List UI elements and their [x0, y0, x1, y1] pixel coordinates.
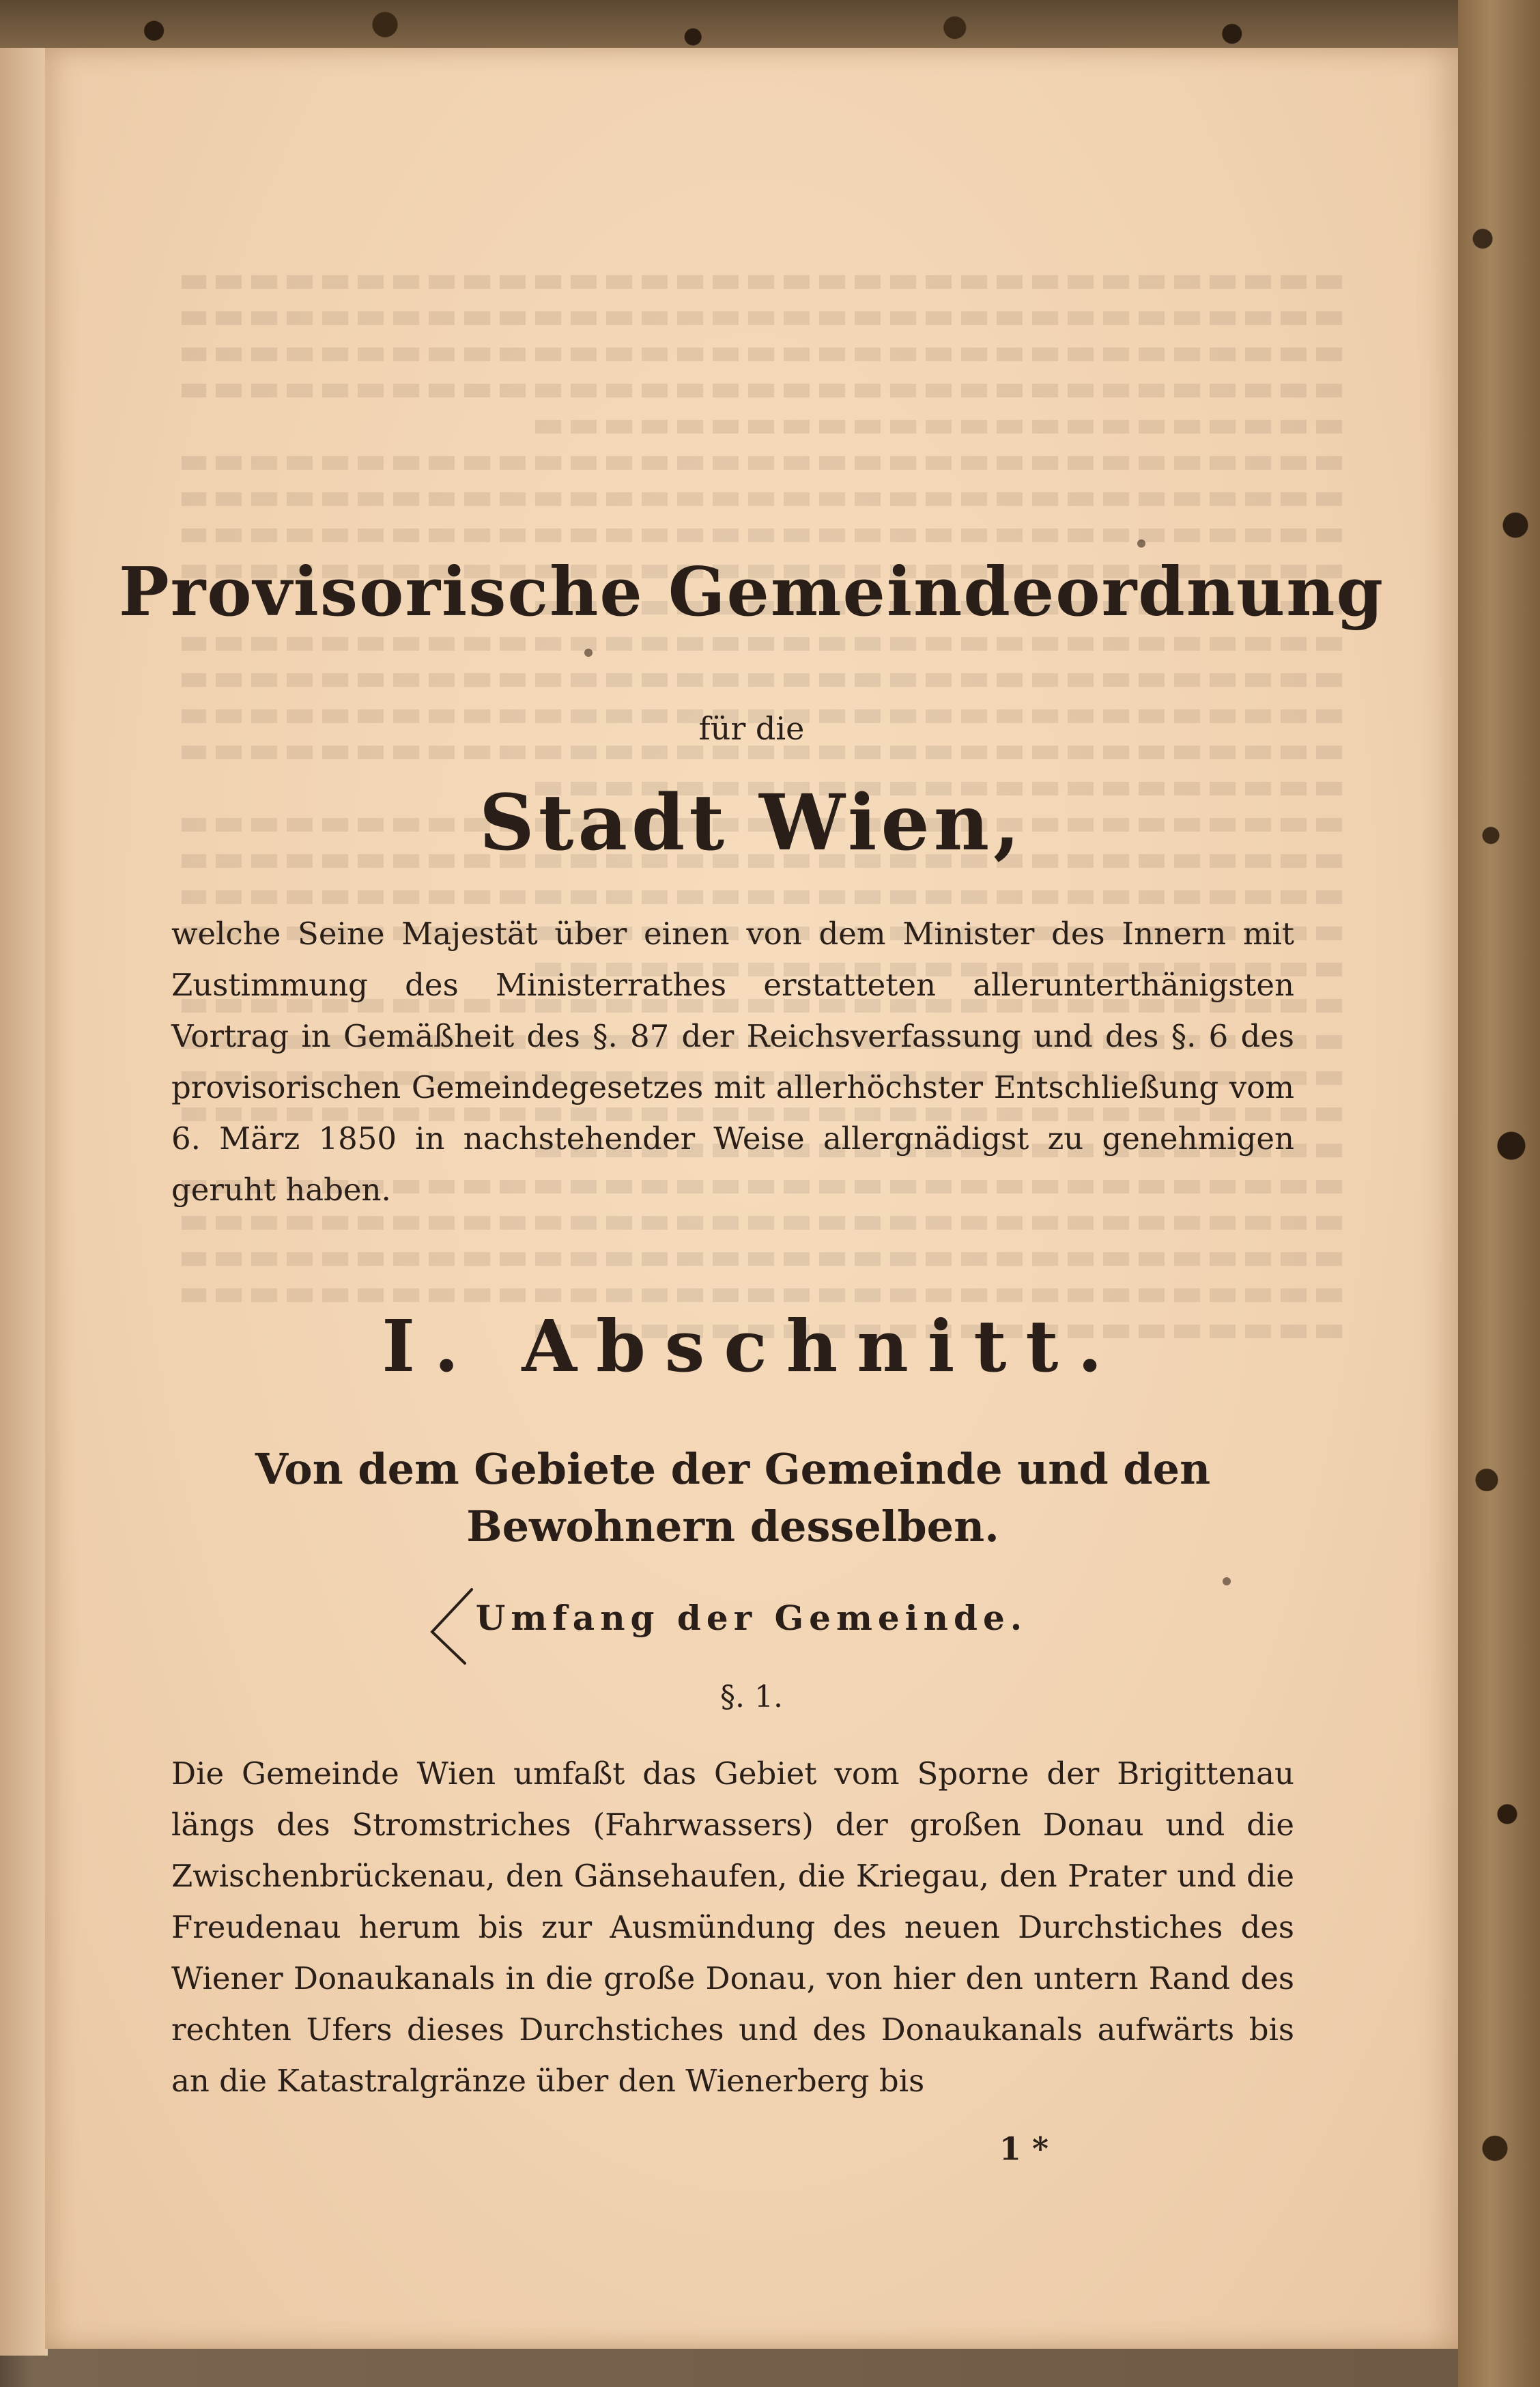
marbled-book-edge: [1458, 0, 1540, 2387]
bleed-line: [182, 1252, 1342, 1266]
section-heading: I. Abschnitt.: [382, 1304, 1122, 1388]
document-page: [45, 48, 1458, 2349]
subtitle-prefix: für die: [698, 710, 805, 747]
bleed-line: [182, 456, 1342, 470]
bleed-line: [530, 420, 1342, 434]
bleed-line: [182, 673, 1342, 687]
section-subheading: Von dem Gebiete der Gemeinde und den Bewohnern desselben.: [255, 1444, 1211, 1551]
paragraph-number: §. 1.: [720, 1680, 783, 1714]
bleed-line: [182, 311, 1342, 325]
bleed-line: [182, 492, 1342, 506]
bleed-line: [182, 528, 1342, 542]
ink-speck: [584, 649, 593, 657]
subsection-heading: Umfang der Gemeinde.: [475, 1598, 1028, 1638]
bleed-line: [182, 637, 1342, 651]
bleed-line: [182, 275, 1342, 289]
document-title: Provisorische Gemeindeordnung: [118, 553, 1385, 632]
signature-mark: 1 *: [999, 2130, 1049, 2167]
bleed-line: [182, 1288, 1342, 1302]
bleed-line: [182, 890, 1342, 904]
bleed-line: [182, 1216, 1342, 1230]
city-title: Stadt Wien,: [479, 778, 1025, 868]
bleed-line: [182, 384, 1342, 397]
ink-speck: [1137, 539, 1145, 548]
intro-paragraph: welche Seine Majestät über einen von dem Minister des Innern mit Zustimmung des Ministerrathes erstatteten allerunterthänigsten Vortrag in Gemäßheit des §. 87 der Reichsverfassung und des §. 6 des provisorischen Gemeindegesetzes mit allerhöchster Entschließung vom 6. März 1850 in nachstehender Weise allergnädigst zu genehmigen geruht haben.: [171, 916, 1294, 1208]
bleed-line: [182, 746, 1342, 759]
bleed-line: [182, 348, 1342, 361]
body-paragraph: Die Gemeinde Wien umfaßt das Gebiet vom Sporne der Brigittenau längs des Stromstriches (Fahrwassers) der großen Donau und die Zwischenbrückenau, den Gänsehaufen, die Kriegau, den Prater und die Freudenau herum bis zur Ausmündung des neuen Durchstiches des Wiener Donaukanals in die große Donau, von hier den untern Rand des rechten Ufers dieses Durchstiches und des Donaukanals aufwärts bis an die Katastralgränze über den Wienerberg bis: [171, 1755, 1294, 2099]
previous-page-edge: [0, 48, 48, 2356]
ink-speck: [1223, 1577, 1231, 1585]
